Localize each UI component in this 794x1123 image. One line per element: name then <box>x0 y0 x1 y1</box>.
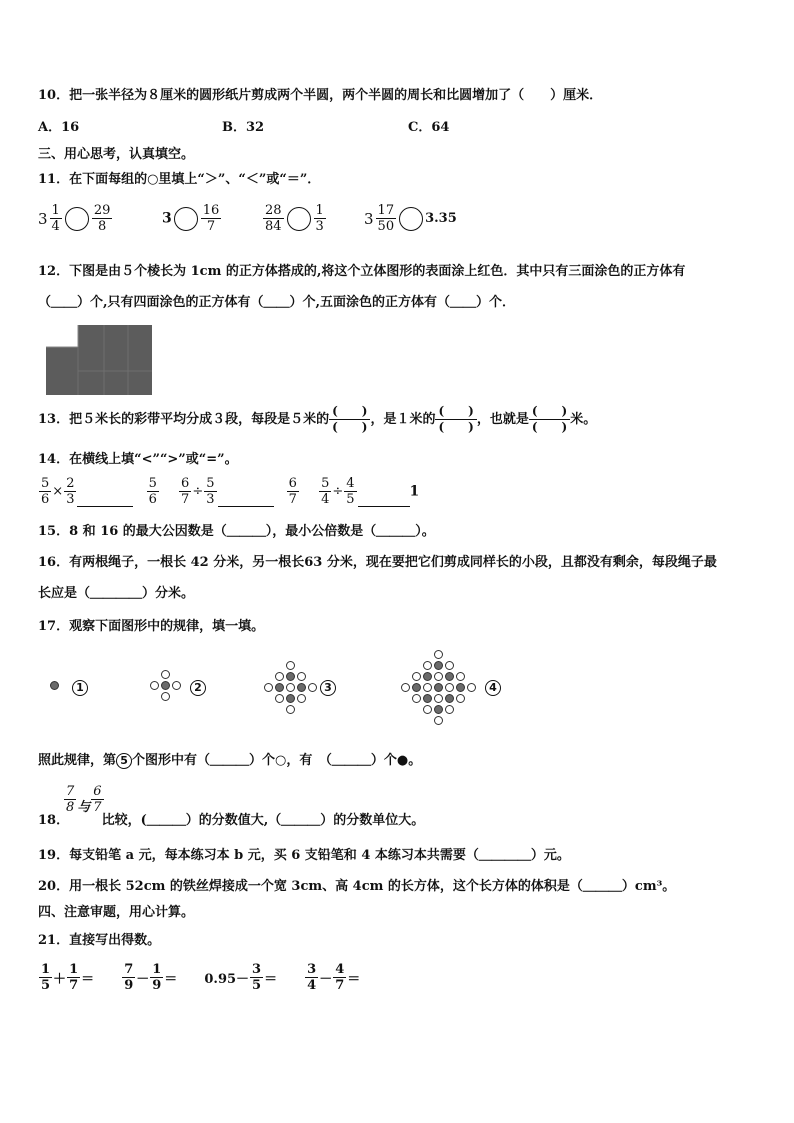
pattern-dot-filled <box>456 683 465 692</box>
fraction-blank: $\frac{( )}{( )}$ <box>529 404 570 435</box>
pattern-dot-hollow <box>161 692 170 701</box>
pattern-dot-hollow <box>445 661 454 670</box>
pattern-dot-filled <box>286 672 295 681</box>
figure-label-1: 1 <box>72 680 88 696</box>
question-15: 15．8 和 16 的最大公因数是（＿＿＿），最小公倍数是（＿＿＿）。 <box>38 524 435 539</box>
pattern-dot-hollow <box>161 670 170 679</box>
pattern-dot-hollow <box>423 705 432 714</box>
pattern-dot-hollow <box>401 683 410 692</box>
figure-label-2: 2 <box>190 680 206 696</box>
pattern-dot-hollow <box>434 672 443 681</box>
pattern-dot-hollow <box>434 694 443 703</box>
question-19: 19．每支铅笔 a 元，每本练习本 b 元，买 6 支铅笔和 4 本练习本共需要（＿＿＿＿）元。 <box>38 848 570 863</box>
question-14: 14．在横线上填“<”“>”或“=”。 <box>38 452 238 467</box>
pattern-dot-hollow <box>467 683 476 692</box>
pattern-dot-hollow <box>456 672 465 681</box>
q18-fraction-pair: $\frac{7}{8}$ 与 $\frac{6}{7}$ <box>66 784 102 815</box>
pattern-dot-hollow <box>308 683 317 692</box>
pattern-dot-hollow <box>412 694 421 703</box>
pattern-dot-hollow <box>275 672 284 681</box>
pattern-dot-filled <box>412 683 421 692</box>
q11-item-4: 3 $\frac{17}{50}$ 3.35 <box>364 203 457 234</box>
answer-line[interactable] <box>77 492 133 507</box>
question-12-line2: （＿＿）个,只有四面涂色的正方体有（＿＿）个,五面涂色的正方体有（＿＿）个． <box>38 295 516 310</box>
pattern-dot-filled <box>445 672 454 681</box>
pattern-dot-filled <box>445 694 454 703</box>
pattern-dot-hollow <box>150 681 159 690</box>
question-18: 18． 比较，(＿＿＿）的分数值大,（＿＿＿）的分数单位大。 <box>38 813 425 828</box>
q11-item-3: $\frac{28}{84}$ $\frac{1}{3}$ <box>265 203 324 234</box>
cube-solid-figure <box>46 325 152 395</box>
q11-item-2: 3 $\frac{16}{7}$ <box>162 203 220 234</box>
pattern-dot-hollow <box>172 681 181 690</box>
figure-label-3: 3 <box>320 680 336 696</box>
answer-line[interactable] <box>218 492 274 507</box>
q14-expressions: $\frac{5}{6}$ × $\frac{2}{3}$ $\frac{5}{6}$ $\frac{6}{7}$ ÷ $\frac{5}{3}$ $\frac{6}{7}$ $\frac{5}{4}$ ÷ $\frac{4}{5}$ 1 <box>41 476 420 507</box>
question-16-line1: 16．有两根绳子，一根长 42 分米，另一根长63 分米，现在要把它们剪成同样长的小段，且都没有剩余，每段绳子最 <box>38 555 717 570</box>
pattern-dot-hollow <box>412 672 421 681</box>
pattern-dot-filled <box>161 681 170 690</box>
pattern-dot-hollow <box>423 683 432 692</box>
pattern-dot-filled <box>297 683 306 692</box>
question-10: 10．把一张半径为８厘米的圆形纸片剪成两个半圆，两个半圆的周长和比圆增加了（ ）厘米． <box>38 88 603 103</box>
pattern-dot-filled <box>423 694 432 703</box>
pattern-dot-filled <box>275 683 284 692</box>
question-17: 17．观察下面图形中的规律，填一填。 <box>38 619 265 634</box>
pattern-dot-hollow <box>423 661 432 670</box>
compare-circle[interactable] <box>65 207 89 231</box>
compare-circle[interactable] <box>174 207 198 231</box>
pattern-dot-hollow <box>286 683 295 692</box>
fraction-blank: $\frac{( )}{( )}$ <box>435 404 476 435</box>
pattern-dot-hollow <box>286 705 295 714</box>
pattern-dot-filled <box>423 672 432 681</box>
option-a: A．16 <box>38 120 80 135</box>
section-title-4: 四、注意审题，用心计算。 <box>38 905 195 920</box>
compare-circle[interactable] <box>287 207 311 231</box>
pattern-dot-hollow <box>434 716 443 725</box>
option-b: B．32 <box>222 120 265 135</box>
pattern-dot-filled <box>50 681 59 690</box>
pattern-dot-hollow <box>264 683 273 692</box>
figure-label-4: 4 <box>485 680 501 696</box>
pattern-dot-filled <box>434 683 443 692</box>
question-12-line1: 12．下图是由５个棱长为 1cm 的正方体搭成的,将这个立体图形的表面涂上红色．其中只有三面涂色的正方体有 <box>38 264 686 279</box>
pattern-dot-hollow <box>434 650 443 659</box>
pattern-dot-hollow <box>445 705 454 714</box>
question-21: 21．直接写出得数。 <box>38 933 161 948</box>
section-title-3: 三、用心思考，认真填空。 <box>38 147 195 162</box>
pattern-dot-filled <box>434 661 443 670</box>
fraction-blank: $\frac{( )}{( )}$ <box>329 404 370 435</box>
question-16-line2: 长应是（＿＿＿＿）分米。 <box>38 586 195 601</box>
pattern-dot-hollow <box>297 694 306 703</box>
answer-line[interactable] <box>358 492 410 507</box>
question-20: 20．用一根长 52cm 的铁丝焊接成一个宽 3cm、高 4cm 的长方体，这个长方体的体积是（＿＿＿）cm³。 <box>38 879 676 894</box>
q11-item-1: 3 $\frac{1}{4}$ $\frac{29}{8}$ <box>38 203 111 234</box>
question-17-conclusion: 照此规律，第 5 个图形中有（＿＿＿）个○，有 （＿＿＿）个●。 <box>38 753 422 768</box>
pattern-dot-hollow <box>275 694 284 703</box>
question-13: 13．把５米长的彩带平均分成３段，每段是５米的 $\frac{( )}{( )}$ ，是１米的 $\frac{( )}{( )}$ ，也就是 $\frac{( )}{( )}$ 米。 <box>38 404 597 434</box>
pattern-dot-hollow <box>297 672 306 681</box>
pattern-dot-hollow <box>445 683 454 692</box>
pattern-dot-hollow <box>456 694 465 703</box>
option-c: C．64 <box>408 120 450 135</box>
pattern-dot-filled <box>434 705 443 714</box>
pattern-dot-hollow <box>286 661 295 670</box>
compare-circle[interactable] <box>399 207 423 231</box>
question-11: 11．在下面每组的○里填上“＞”、“＜”或“＝”． <box>38 172 321 187</box>
pattern-dot-filled <box>286 694 295 703</box>
q21-expressions: $\frac{1}{5}$ ＋ $\frac{1}{7}$ ＝ $\frac{7}{9}$ － $\frac{1}{9}$ ＝ 0.95－ $\frac{3}{5}$ ＝ $\frac{3}{4}$ － $\frac{4}{7}$ ＝ <box>41 962 361 993</box>
